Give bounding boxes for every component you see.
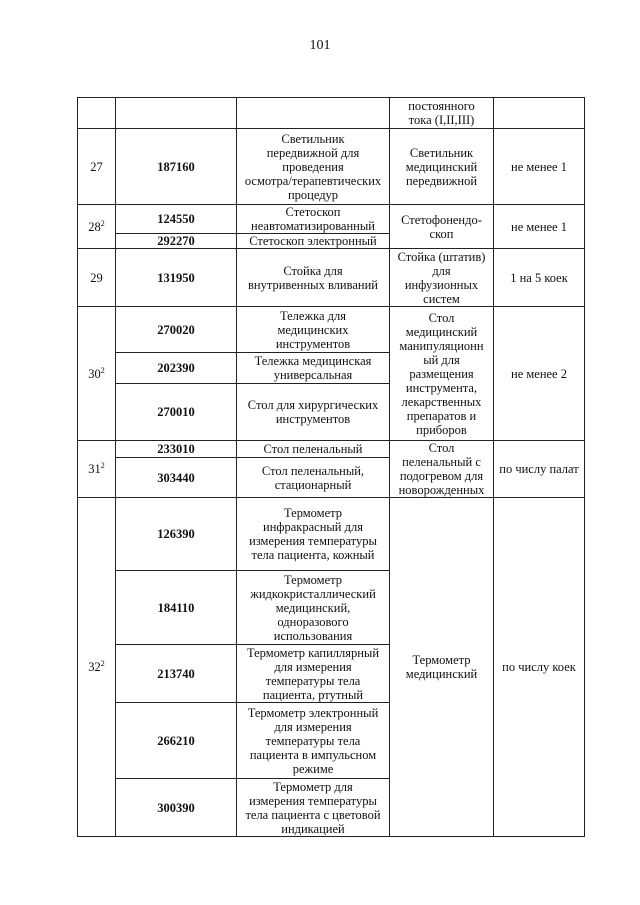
table-row (78, 205, 585, 234)
description-cell: Термометр капиллярный для измерения температуры тела пациента, ртутный (237, 645, 390, 703)
code-cell: 131950 (116, 249, 237, 307)
table-row (78, 441, 585, 458)
device-name-cell: Стол пеленальный с подогревом для новорожденных (390, 441, 494, 498)
table-row (78, 498, 585, 571)
quantity-cell: не менее 2 (494, 307, 585, 441)
table-row (78, 98, 585, 129)
description-cell: Тележка медицинская универсальная (237, 353, 390, 384)
row-number-cell: $32^2$ (78, 498, 116, 837)
code-cell: 303440 (116, 458, 237, 498)
device-name-cell: Стетофонендо- скоп (390, 205, 494, 249)
quantity-cell: по числу коек (494, 498, 585, 837)
code-cell: 233010 (116, 441, 237, 458)
description-cell: Стетоскоп электронный (237, 234, 390, 249)
code-cell (116, 98, 237, 129)
code-cell: 270020 (116, 307, 237, 353)
quantity-cell: 1 на 5 коек (494, 249, 585, 307)
description-cell: Тележка для медицинских инструментов (237, 307, 390, 353)
description-cell: Термометр для измерения температуры тела пациента с цветовой индикацией (237, 779, 390, 837)
device-name-cell: Стол медицинский манипуляционн ый для размещения инструмента, лекарственных препаратов и приборов (390, 307, 494, 441)
description-cell: Термометр электронный для измерения температуры тела пациента в импульсном режиме (237, 703, 390, 779)
description-cell (237, 98, 390, 129)
row-number-cell: 29 (78, 249, 116, 307)
table-row (78, 129, 585, 205)
quantity-cell: по числу палат (494, 441, 585, 498)
quantity-cell: не менее 1 (494, 205, 585, 249)
row-number-cell (78, 98, 116, 129)
row-number-cell: $31^2$ (78, 441, 116, 498)
code-cell: 292270 (116, 234, 237, 249)
description-cell: Стол для хирургических инструментов (237, 384, 390, 441)
code-cell: 266210 (116, 703, 237, 779)
row-number-cell: $30^2$ (78, 307, 116, 441)
quantity-cell (494, 98, 585, 129)
code-cell: 270010 (116, 384, 237, 441)
row-number-cell: $28^2$ (78, 205, 116, 249)
description-cell: Стойка для внутривенных вливаний (237, 249, 390, 307)
code-cell: 184110 (116, 571, 237, 645)
row-number-cell: 27 (78, 129, 116, 205)
description-cell: Стетоскоп неавтоматизированный (237, 205, 390, 234)
description-cell: Светильник передвижной для проведения осмотра/терапевтических процедур (237, 129, 390, 205)
code-cell: 202390 (116, 353, 237, 384)
code-cell: 187160 (116, 129, 237, 205)
table-row (78, 307, 585, 353)
equipment-table (77, 97, 585, 837)
description-cell: Стол пеленальный (237, 441, 390, 458)
code-cell: 124550 (116, 205, 237, 234)
table-row (78, 249, 585, 307)
code-cell: 126390 (116, 498, 237, 571)
description-cell: Стол пеленальный, стационарный (237, 458, 390, 498)
description-cell: Термометр жидкокристаллический медицинский, одноразового использования (237, 571, 390, 645)
device-name-cell: Термометр медицинский (390, 498, 494, 837)
page-number: 101 (309, 38, 331, 53)
code-cell: 300390 (116, 779, 237, 837)
device-name-cell: Светильник медицинский передвижной (390, 129, 494, 205)
device-name-cell: постоянного тока (I,II,III) (390, 98, 494, 129)
quantity-cell: не менее 1 (494, 129, 585, 205)
code-cell: 213740 (116, 645, 237, 703)
device-name-cell: Стойка (штатив) для инфузионных систем (390, 249, 494, 307)
description-cell: Термометр инфракрасный для измерения температуры тела пациента, кожный (237, 498, 390, 571)
